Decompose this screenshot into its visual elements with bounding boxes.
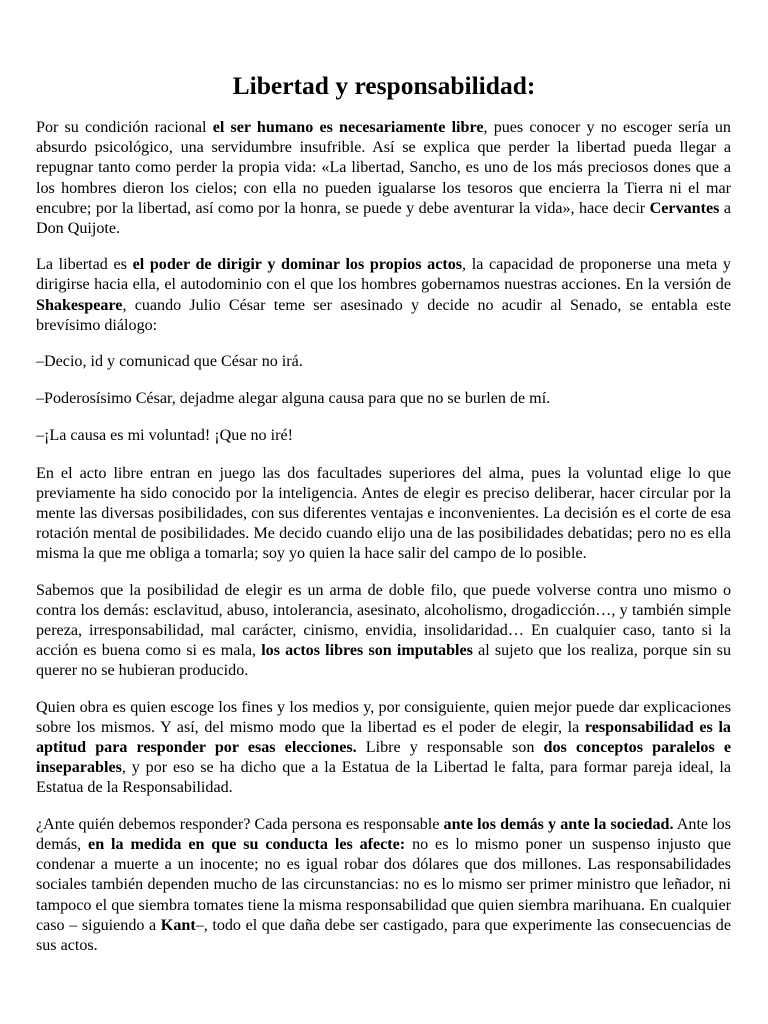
paragraph-doble-filo xyxy=(36,581,731,682)
bold-text-run: el ser humano es necesariamente libre xyxy=(212,119,484,136)
text-run: ¿Ante quién debemos responder? Cada persona es responsable xyxy=(36,815,444,833)
text-run: La libertad es xyxy=(36,256,133,274)
bold-text-run: Cervantes xyxy=(649,199,720,217)
text-run: –¡La causa es mi voluntad! ¡Que no iré! xyxy=(36,427,293,445)
text-run: no es lo mismo poner un suspenso injusto que condenar a muerte a un inocente; no es igual robar dos dólares que dos millones. Las responsabilidades sociales también dependen mucho de las circunstancias: no es lo mismo ser primer ministro que leñador, ni tampoco el que siembra tomates tiene la misma responsabilidad que quien siembra marihuana. En cualquier caso – siguiendo a xyxy=(36,835,731,934)
bold-text-run: el poder de dirigir y dominar los propios actos xyxy=(132,256,463,274)
text-run: Quien obra es quien escoge los fines y los medios y, por consiguiente, quien mejor puede dar explicaciones sobre los mismos. Y así, del mismo modo que la libertad es el poder de elegir, la xyxy=(36,698,731,736)
dialogue-line-1 xyxy=(36,352,731,372)
bold-text-run: Shakespeare xyxy=(36,296,123,314)
paragraph-acto-libre xyxy=(36,464,731,565)
text-run: –Poderosísimo César, dejadme alegar alguna causa para que no se burlen de mí. xyxy=(36,390,551,408)
bold-text-run: Kant xyxy=(160,916,196,934)
bold-text-run: ante los demás y ante la sociedad. xyxy=(443,815,674,833)
text-run: , la capacidad de proponerse una meta y dirigirse hacia ella, el autodominio con el que los hombres gobernamos nuestras acciones. En la versión de xyxy=(36,256,731,294)
paragraph-quien-obra xyxy=(36,698,731,799)
text-run: –, todo el que daña debe ser castigado, para que experimente las consecuencias de sus actos. xyxy=(36,916,731,954)
bold-text-run: en la medida en que su conducta les afecte: xyxy=(88,835,406,853)
document-body xyxy=(36,118,731,972)
text-run: Ante los demás, xyxy=(36,815,731,853)
text-run: Por su condición racional xyxy=(36,119,213,136)
page-title: Libertad y responsabilidad: xyxy=(232,71,536,100)
text-run: Sabemos que la posibilidad de elegir es un arma de doble filo, que puede volverse contra uno mismo o contra los demás: esclavitud, abuso, intolerancia, asesinato, alcoholismo, drogadicción…, y también simple pereza, irresponsabilidad, mal carácter, cinismo, envidia, insolidaridad… En cualquier caso, tanto si la acción es buena como si es mala, xyxy=(36,581,731,660)
bold-text-run: los actos libres son imputables xyxy=(261,642,473,660)
paragraph-ante-quien xyxy=(36,815,731,956)
bold-text-run: dos conceptos paralelos e inseparables xyxy=(36,739,731,777)
dialogue-line-2 xyxy=(36,389,731,409)
text-run: En el acto libre entran en juego las dos facultades superiores del alma, pues la voluntad elige lo que previamente ha sido conocido por la inteligencia. Antes de elegir es preciso deliberar, hacer circular por la mente las diversas posibilidades, con sus diferentes ventajas e inconvenientes. La decisión es el corte de esa rotación mental de posibilidades. Me decido cuando elijo una de las posibilidades debatidas; pero no es ella misma la que me obliga a tomarla; soy yo quien la hace salir del campo de lo posible. xyxy=(36,464,731,563)
text-run: , cuando Julio César teme ser asesinado y decide no acudir al Senado, se entabla este brevísimo diálogo: xyxy=(36,296,731,334)
paragraph-la-libertad-es xyxy=(36,255,731,336)
paragraph-condicion-racional xyxy=(36,118,731,239)
bold-text-run: responsabilidad es la aptitud para responder por esas elecciones. xyxy=(36,718,731,757)
text-run: al sujeto que los realiza, porque sin su querer no se hubieran producido. xyxy=(36,642,731,680)
text-run: a Don Quijote. xyxy=(36,199,731,238)
dialogue-line-3 xyxy=(36,426,731,446)
text-run: –Decio, id y comunicad que César no irá. xyxy=(36,353,303,371)
text-run: , y por eso se ha dicho que a la Estatua de la Libertad le falta, para formar pareja ideal, la Estatua de la Responsabilidad. xyxy=(36,759,731,797)
text-run: Libre y responsable son xyxy=(356,739,544,757)
text-run: , pues conocer y no escoger sería un absurdo psicológico, una servidumbre insufrible. Así se explica que perder la libertad pueda llegar a repugnar tanto como perder la propia vida: «La libertad, Sancho, es uno de los más preciosos dones que a los hombres dieron los cielos; con ella no pueden igualarse los tesoros que encierra la Tierra ni el mar encubre; por la libertad, así como por la honra, se puede y debe aventurar la vida», hace decir xyxy=(36,119,731,217)
